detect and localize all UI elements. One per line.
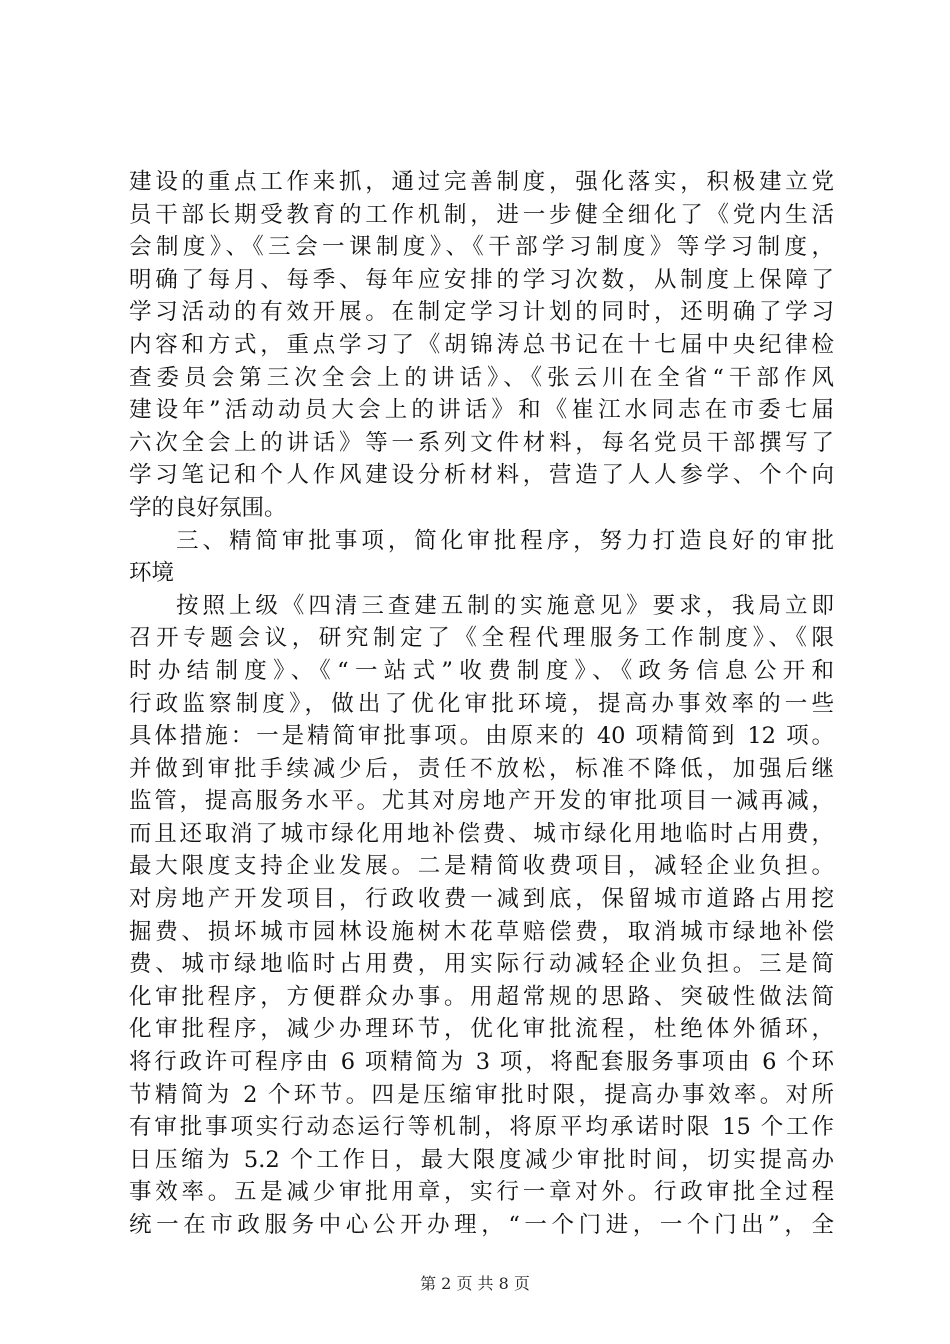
text-line: 监管，提高服务水平。尤其对房地产开发的审批项目一减再减， <box>129 788 834 815</box>
text-line: 日压缩为 5.2 个工作日，最大限度减少审批时间，切实提高办 <box>129 1146 834 1173</box>
text-line: 会制度》、《三会一课制度》、《干部学习制度》等学习制度， <box>129 234 834 261</box>
text-line: 三、精简审批事项，简化审批程序，努力打造良好的审批 <box>176 527 834 554</box>
text-line: 时办结制度》、《“一站式”收费制度》、《政务信息公开和 <box>129 657 834 684</box>
text-line: 并做到审批手续减少后，责任不放松，标准不降低，加强后继 <box>129 755 834 782</box>
text-line: 对房地产开发项目，行政收费一减到底，保留城市道路占用挖 <box>129 886 834 913</box>
text-line: 员干部长期受教育的工作机制，进一步健全细化了《党内生活 <box>129 201 834 228</box>
text-line: 化审批程序，减少办理环节，优化审批流程，杜绝体外循环， <box>129 1016 834 1043</box>
text-line: 最大限度支持企业发展。二是精简收费项目，减轻企业负担。 <box>129 853 834 880</box>
text-line: 查委员会第三次全会上的讲话》、《张云川在全省“干部作风 <box>129 364 834 391</box>
text-line: 节精简为 2 个环节。四是压缩审批时限，提高办事效率。对所 <box>129 1081 834 1108</box>
text-line: 学习笔记和个人作风建设分析材料，营造了人人参学、个个向 <box>129 462 834 489</box>
text-line: 六次全会上的讲话》等一系列文件材料，每名党员干部撰写了 <box>129 429 834 456</box>
text-line: 具体措施：一是精简审批事项。由原来的 40 项精简到 12 项。 <box>129 723 834 750</box>
text-line: 有审批事项实行动态运行等机制，将原平均承诺时限 15 个工作 <box>129 1114 834 1141</box>
text-line: 建设的重点工作来抓，通过完善制度，强化落实，积极建立党 <box>129 169 834 195</box>
page-footer: 第 2 页 共 8 页 <box>420 1274 530 1293</box>
text-line: 统一在市政服务中心公开办理，“一个门进，一个门出”，全 <box>129 1212 834 1238</box>
text-line: 事效率。五是减少审批用章，实行一章对外。行政审批全过程 <box>129 1179 834 1206</box>
text-line: 建设年”活动动员大会上的讲话》和《崔江水同志在市委七届 <box>129 397 834 424</box>
text-line: 费、城市绿地临时占用费，用实际行动减轻企业负担。三是简 <box>129 951 834 978</box>
text-line: 学习活动的有效开展。在制定学习计划的同时，还明确了学习 <box>129 299 834 326</box>
text-line: 将行政许可程序由 6 项精简为 3 项，将配套服务事项由 6 个环 <box>129 1049 834 1076</box>
text-line: 而且还取消了城市绿化用地补偿费、城市绿化用地临时占用费， <box>129 820 834 847</box>
text-line: 明确了每月、每季、每年应安排的学习次数，从制度上保障了 <box>129 266 834 293</box>
text-line: 按照上级《四清三查建五制的实施意见》要求，我局立即 <box>176 592 834 619</box>
text-line: 召开专题会议，研究制定了《全程代理服务工作制度》、《限 <box>129 625 834 652</box>
text-line: 化审批程序，方便群众办事。用超常规的思路、突破性做法简 <box>129 983 834 1010</box>
text-line: 内容和方式，重点学习了《胡锦涛总书记在十七届中央纪律检 <box>129 331 834 358</box>
text-line: 掘费、损坏城市园林设施树木花草赔偿费，取消城市绿地补偿 <box>129 918 834 945</box>
document-body <box>129 166 834 1242</box>
text-line: 学的良好氛围。 <box>129 494 287 521</box>
text-line: 环境 <box>129 560 175 587</box>
text-line: 行政监察制度》，做出了优化审批环境，提高办事效率的一些 <box>129 690 834 717</box>
